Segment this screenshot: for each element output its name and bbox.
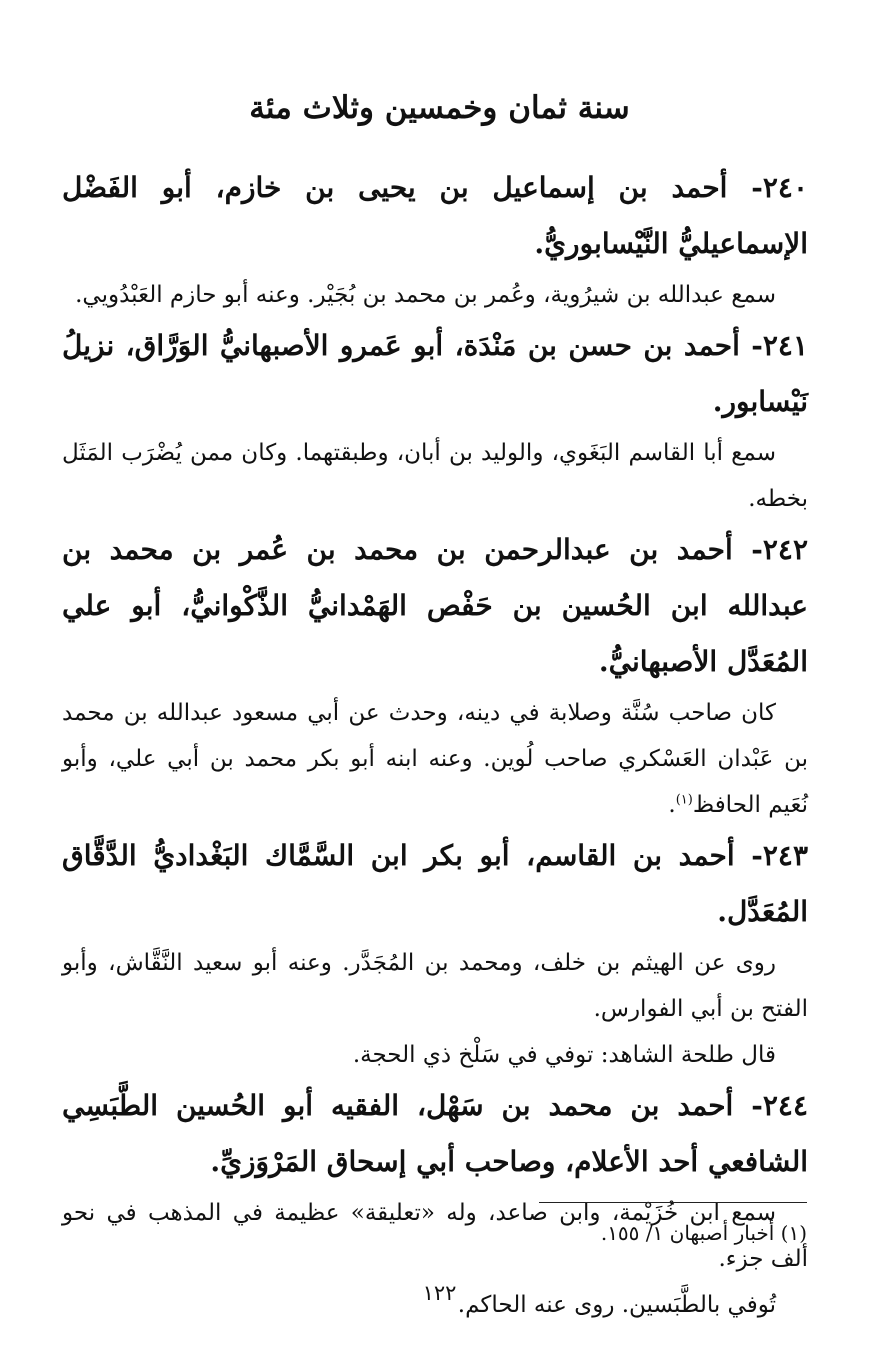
- entry-text-244-2: تُوفي بالطَّبَسين. روى عنه الحاكم.: [457, 1292, 776, 1318]
- entry-text-243-2: قال طلحة الشاهد: توفي في سَلْخ ذي الحجة.: [352, 1042, 776, 1068]
- entry-text-240: سمع عبدالله بن شيرُوية، وعُمر بن محمد بن بُجَيْر. وعنه أبو حازم العَبْدُويي.: [75, 282, 776, 308]
- entry-heading-243: ٢٤٣- أحمد بن القاسم، أبو بكر ابن السَّمَّاك البَغْداديُّ الدَّقَّاق المُعَدَّل.: [62, 839, 808, 928]
- footnote-reference: (١): [675, 792, 693, 808]
- entry-text-243-1: روى عن الهيثم بن خلف، ومحمد بن المُجَدَّر. وعنه أبو سعيد النَّقَّاش، وأبو الفتح بن أبي الفوارس.: [62, 950, 808, 1022]
- entry-text-242-body: كان صاحب سُنَّة وصلابة في دينه، وحدث عن أبي مسعود عبدالله بن محمد بن عَبْدان العَسْكري صاحب لُوين. وعنه ابنه أبو بكر محمد بن أبي علي، وأبو نُعَيم الحافظ: [62, 700, 808, 818]
- page-title: سنة ثمان وخمسين وثلاث مئة: [249, 90, 630, 126]
- footnote: (١) أخبار أصبهان ١/ ١٥٥.: [600, 1221, 807, 1245]
- page-body: [62, 160, 808, 1328]
- footnote-divider: [539, 1202, 807, 1203]
- entry-text-241: سمع أبا القاسم البَغَوي، والوليد بن أبان، وطبقتهما. وكان ممن يُضْرَب المَثَل بخطه.: [62, 440, 808, 512]
- page-number: ١٢٢: [422, 1281, 457, 1305]
- entry-heading-242: ٢٤٢- أحمد بن عبدالرحمن بن محمد بن عُمر بن محمد بن عبدالله ابن الحُسين بن حَفْص الهَمْدانيُّ الذَّكْوانيُّ، أبو علي المُعَدَّل الأصبهانيُّ.: [62, 533, 808, 678]
- entry-heading-240: ٢٤٠- أحمد بن إسماعيل بن يحيى بن خازم، أبو الفَضْل الإسماعيليُّ النَّيْسابوريُّ.: [62, 171, 808, 260]
- entry-text-242: [62, 690, 808, 828]
- entry-text-244-1: سمع ابن خُزَيْمة، وابن صاعد، وله «تعليقة» عظيمة في المذهب في نحو ألف جزء.: [62, 1200, 808, 1272]
- entry-heading-244: ٢٤٤- أحمد بن محمد بن سَهْل، الفقيه أبو الحُسين الطَّبَسِي الشافعي أحد الأعلام، وصاحب أبي إسحاق المَرْوَزيِّ.: [62, 1089, 808, 1178]
- entry-text-242-end: .: [668, 792, 676, 818]
- entry-heading-241: ٢٤١- أحمد بن حسن بن مَنْدَة، أبو عَمرو الأصبهانيُّ الوَرَّاق، نزيلُ نَيْسابور.: [62, 329, 808, 418]
